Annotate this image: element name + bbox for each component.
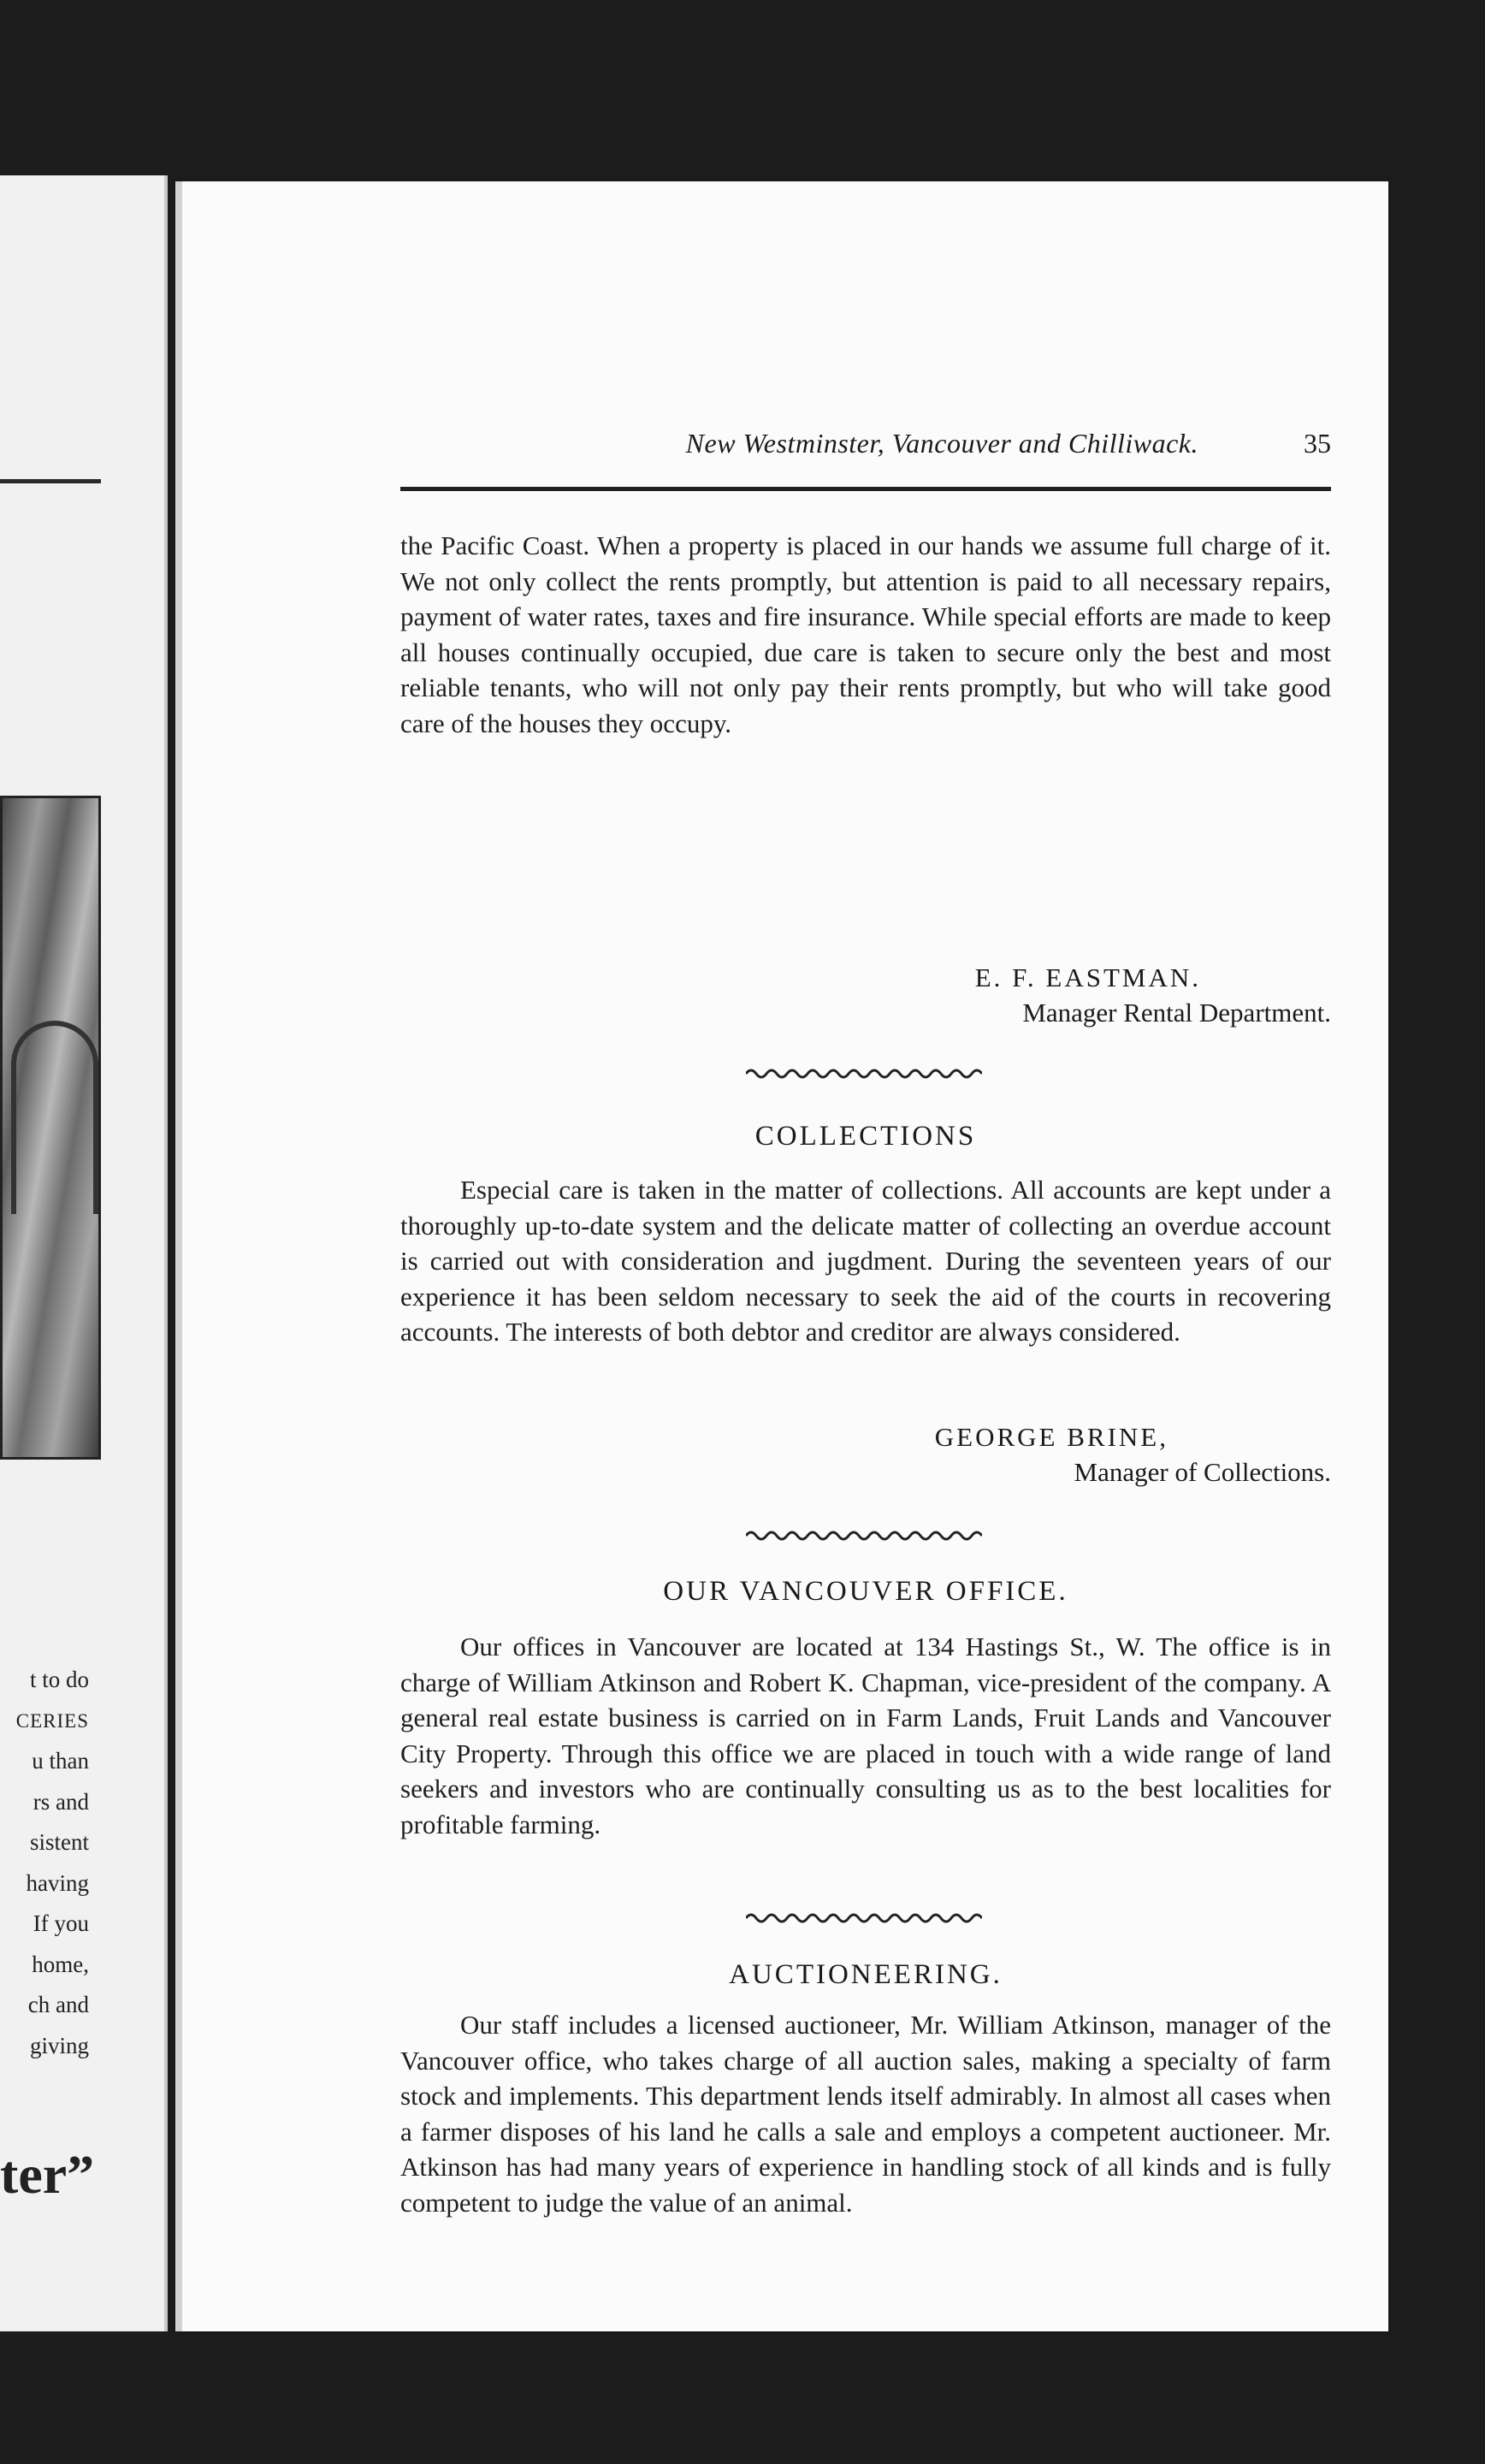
section-divider-squiggle: [746, 1527, 982, 1544]
header-rule: [400, 487, 1331, 491]
facing-page-quote: ter”: [0, 2144, 95, 2205]
rental-signature: [975, 960, 1331, 1030]
signature-title: Manager Rental Department.: [1022, 998, 1331, 1028]
auctioneering-heading: AUCTIONEERING.: [729, 1959, 1003, 1990]
collections-heading: COLLECTIONS: [754, 1121, 977, 1152]
signature-name: GEORGE BRINE,: [934, 1422, 1168, 1452]
section-divider-squiggle: [746, 1910, 982, 1927]
collections-paragraph: Especial care is taken in the matter of collections. All accounts are kept under a thoroughly up-to-date system and the delicate matter of collecting an overdue account is carried out with consideration and jugdment. During the seventeen years of our experience it has been seldom necessary to seek the aid of the courts in recovering accounts. The interests of both debtor and creditor are always considered.: [400, 1175, 1331, 1347]
facing-line: sistent: [29, 1829, 89, 1855]
vancouver-office-heading: OUR VANCOUVER OFFICE.: [663, 1576, 1068, 1607]
facing-line: having: [26, 1869, 89, 1896]
running-title: New Westminster, Vancouver and Chilliwack.: [685, 428, 1198, 459]
book-page: [175, 181, 1388, 2331]
facing-line: If you: [33, 1910, 89, 1936]
vancouver-office-paragraph: Our offices in Vancouver are located at 134 Hastings St., W. The office is in charge of William Atkinson and Robert K. Chapman, vice-president of the company. A general real estate business is carried on in Farm Lands, Fruit Lands and Vancouver City Property. Through this office we are placed in touch with a wide range of land seekers and investors who are continually consulting us as to the best localities for profitable farming.: [400, 1632, 1331, 1839]
facing-line: CERIES: [15, 1709, 89, 1732]
facing-line: u than: [32, 1748, 89, 1774]
facing-line: t to do: [29, 1667, 89, 1692]
facing-line: home,: [32, 1951, 89, 1977]
running-header: [400, 428, 1331, 471]
signature-name: E. F. EASTMAN.: [974, 962, 1201, 992]
facing-line: giving: [29, 2032, 89, 2058]
facing-page-photo: [0, 796, 101, 1460]
facing-page-rule: [0, 479, 101, 483]
section-divider-squiggle: [746, 1065, 982, 1082]
page-number: 35: [1304, 428, 1331, 459]
facing-page-text: [0, 1660, 89, 2066]
facing-line: rs and: [33, 1788, 89, 1815]
collections-signature: [935, 1419, 1331, 1490]
auctioneering-paragraph: Our staff includes a licensed auctioneer, Mr. William Atkinson, manager of the Vancouver office, who takes charge of all auction sales, making a specialty of farm stock and implements. This department lends itself admirably. In almost all cases when a farmer disposes of his land he calls a sale and employs a competent auctioneer. Mr. Atkinson has had many years of experience in handling stock of all kinds and is fully competent to judge the value of an animal.: [400, 2010, 1331, 2218]
signature-title: Manager of Collections.: [1074, 1457, 1331, 1487]
facing-page: [0, 175, 168, 2331]
rental-paragraph: the Pacific Coast. When a property is placed in our hands we assume full charge of it. We not only collect the rents promptly, but attention is paid to all necessary repairs, payment of water rates, taxes and fire insurance. While special efforts are made to keep all houses continually occupied, due care is taken to secure only the best and most reliable tenants, who will not only pay their rents promptly, but who will take good care of the houses they occupy.: [400, 530, 1331, 738]
photo-arch: [11, 1021, 98, 1214]
facing-line: ch and: [27, 1992, 89, 2017]
